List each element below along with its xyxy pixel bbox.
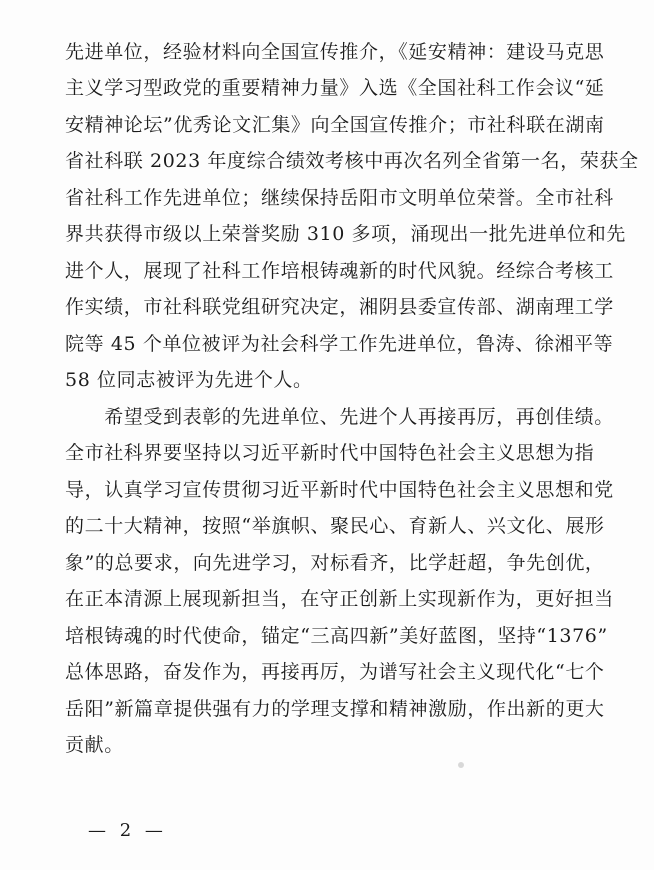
body-text-line: 培根铸魂的时代使命，锚定“三高四新”美好蓝图，坚持“1376” (65, 625, 608, 647)
body-text-line: 省社科联 2023 年度综合绩效考核中再次名列全省第一名，荣获全 (65, 150, 639, 172)
body-text-line: 进个人，展现了社科工作培根铸魂新的时代风貌。经综合考核工 (65, 260, 614, 282)
body-text-line: 界共获得市级以上荣誉奖励 310 多项，涌现出一批先进单位和先 (65, 223, 626, 245)
body-text-line: 全市社科界要坚持以习近平新时代中国特色社会主义思想为指 (65, 442, 595, 464)
body-text-line: 的二十大精神，按照“举旗帜、聚民心、育新人、兴文化、展形 (65, 515, 605, 537)
scan-dot (458, 762, 464, 768)
body-text-line: 院等 45 个单位被评为社会科学工作先进单位，鲁涛、徐湘平等 (65, 333, 614, 355)
paragraph-first-line: 希望受到表彰的先进单位、先进个人再接再厉，再创佳绩。 (65, 406, 614, 428)
body-text-line: 总体思路，奋发作为，再接再厉，为谱写社会主义现代化“七个 (65, 661, 605, 683)
body-text-line: 象”的总要求，向先进学习，对标看齐，比学赶超，争先创优， (65, 552, 605, 574)
body-text-line: 省社科工作先进单位；继续保持岳阳市文明单位荣誉。全市社科 (65, 187, 614, 209)
body-text-line: 作实绩，市社科联党组研究决定，湘阴县委宣传部、湖南理工学 (65, 296, 614, 318)
body-text-line: 安精神论坛”优秀论文汇集》向全国宣传推介；市社科联在湖南 (65, 114, 605, 136)
body-text-line: 岳阳”新篇章提供强有力的学理支撑和精神激励，作出新的更大 (65, 698, 605, 720)
body-text-line: 58 位同志被评为先进个人。 (65, 369, 313, 391)
body-text-line: 主义学习型政党的重要精神力量》入选《全国社科工作会议“延 (65, 77, 605, 99)
body-text-line: 先进单位，经验材料向全国宣传推介，《延安精神：建设马克思 (65, 41, 605, 63)
page-number: — 2 — (88, 820, 167, 841)
body-text-line: 贡献。 (65, 734, 124, 756)
body-text-line: 在正本清源上展现新担当，在守正创新上实现新作为，更好担当 (65, 588, 614, 610)
body-text-line: 导，认真学习宣传贯彻习近平新时代中国特色社会主义思想和党 (65, 479, 614, 501)
